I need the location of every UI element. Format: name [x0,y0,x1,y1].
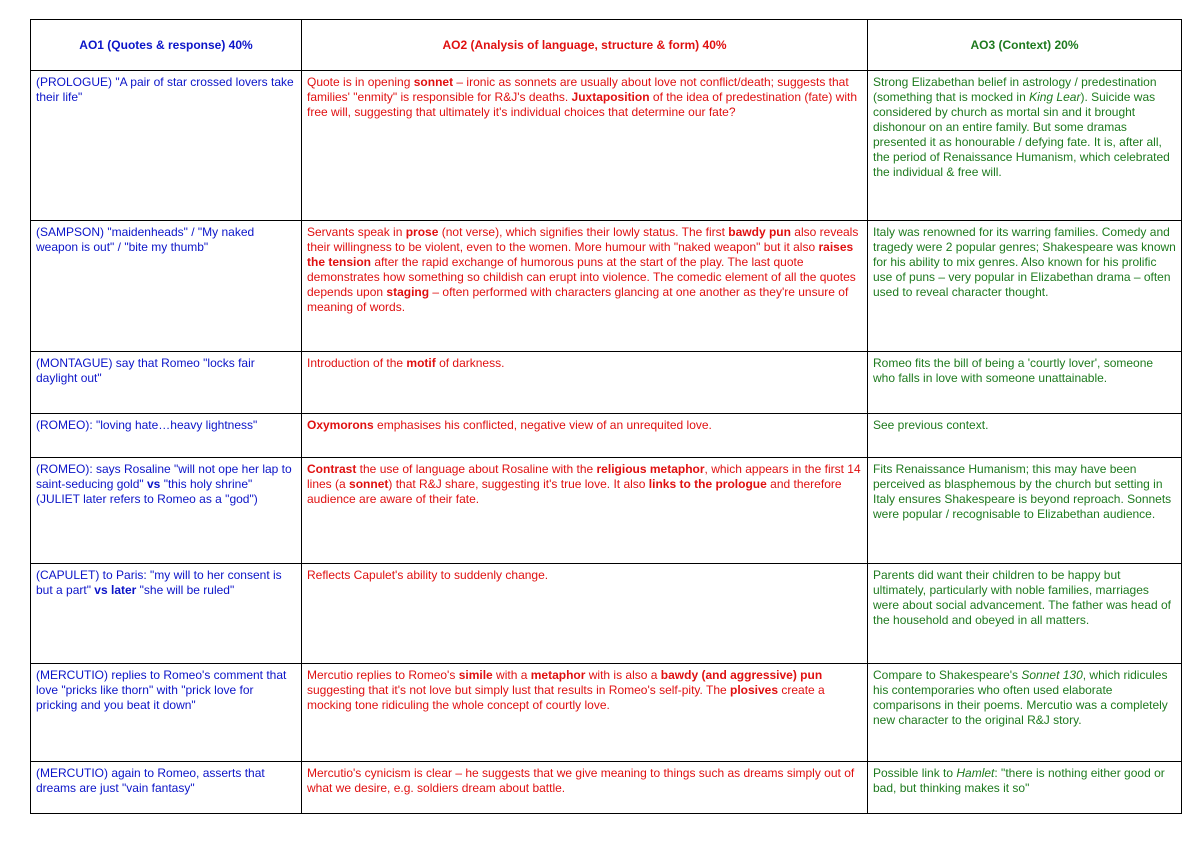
context-cell [868,352,1182,414]
key-term: Juxtaposition [571,90,650,104]
context-cell [868,458,1182,564]
table-row [31,414,1182,458]
key-term: links to the prologue [648,477,767,491]
cell-text: Reflects Capulet's ability to suddenly change. [307,568,549,582]
quote-cell [31,664,302,762]
header-ao1: AO1 (Quotes & response) 40% [31,20,302,71]
cell-text: suggesting that it's not love but simply lust that results in Romeo's self-pity. The [307,683,730,697]
table-row [31,762,1182,814]
cell-text: of darkness. [435,356,505,370]
cell-text: Possible link to [873,766,957,780]
cell-text: Compare to Shakespeare's [873,668,1022,682]
key-term: sonnet [349,477,389,491]
key-term: vs [147,477,161,491]
table-row [31,458,1182,564]
quote-cell [31,352,302,414]
cell-text: (ROMEO): "loving hate…heavy lightness" [36,418,258,432]
quote-cell [31,221,302,352]
context-cell [868,564,1182,664]
quote-cell [31,458,302,564]
cell-text: – often performed with characters glancing at one another as they're unsure of meaning of words. [307,285,849,314]
context-cell [868,664,1182,762]
header-ao2: AO2 (Analysis of language, structure & form) 40% [302,20,868,71]
analysis-cell [302,762,868,814]
cell-text: Mercutio's cynicism is clear – he suggests that we give meaning to things such as dreams simply out of what we desire, e.g. soldiers dream about battle. [307,766,855,795]
cell-text: with is also a [585,668,661,682]
cell-text: of the idea of predestination (fate) with free will, suggesting that ultimately it's individual choices that determine our fate? [307,90,858,119]
quote-cell [31,414,302,458]
cell-text: after the rapid exchange of humorous puns at the start of the play. The last quote demonstrates how something so childish can erupt into violence. The comedic element of all the quotes depends upon [307,255,856,299]
analysis-cell [302,458,868,564]
key-term: religious metaphor [596,462,705,476]
analysis-cell [302,414,868,458]
context-cell [868,71,1182,221]
context-cell [868,762,1182,814]
header-row [31,20,1182,71]
cell-text: create a mocking tone ridiculing the whole concept of courtly love. [307,683,825,712]
table-row [31,352,1182,414]
key-term: simile [458,668,493,682]
analysis-cell [302,664,868,762]
cell-text: (ROMEO): says Rosaline "will not ope her lap to saint-seducing gold" [36,462,292,491]
table-row [31,221,1182,352]
key-term: Contrast [307,462,357,476]
table-row [31,71,1182,221]
cell-text: , which appears in the first 14 lines (a [307,462,861,491]
key-term: sonnet [413,75,454,89]
header-ao3: AO3 (Context) 20% [868,20,1182,71]
cell-text: Introduction of the [307,356,407,370]
cell-text: Servants speak in [307,225,406,239]
key-term: motif [406,356,436,370]
cell-text: ). Suicide was considered by church as mortal sin and it brought dishonour on an entire family. But some dramas presented it as honourable / defying fate. It is, after all, the period of Renaissance Humanism, which celebrated the individual & free will. [873,90,1170,179]
cell-text: Quote is in opening [307,75,414,89]
table-row [31,564,1182,664]
cell-text: Parents did want their children to be happy but ultimately, particularly with noble families, marriages were about social advancement. The father was head of the household and obeyed in all matters. [873,568,1171,627]
title-text: Hamlet [956,766,995,780]
analysis-cell [302,221,868,352]
cell-text: "she will be ruled" [136,583,235,597]
key-term: plosives [730,683,779,697]
cell-text: and therefore audience are aware of their fate. [307,477,842,506]
cell-text: Italy was renowned for its warring families. Comedy and tragedy were 2 popular genres; Shakespeare was known for his ability to mix genres. Also known for his prolific use of puns – very popular in Elizabethan drama – often used to reveal character thought. [873,225,1176,299]
quote-cell [31,564,302,664]
cell-text: (MERCUTIO) again to Romeo, asserts that dreams are just "vain fantasy" [36,766,265,795]
cell-text: with a [492,668,531,682]
cell-text: (SAMPSON) "maidenheads" / "My naked weapon is out" / "bite my thumb" [36,225,255,254]
key-term: staging [386,285,430,299]
analysis-cell [302,564,868,664]
analysis-cell [302,71,868,221]
context-cell [868,221,1182,352]
cell-text: : "there is nothing either good or bad, but thinking makes it so" [873,766,1165,795]
key-term: Oxymorons [307,418,374,432]
cell-text: (MERCUTIO) replies to Romeo's comment that love "pricks like thorn" with "prick love for pricking and you beat it down" [36,668,287,712]
cell-text: Romeo fits the bill of being a 'courtly lover', someone who falls in love with someone unattainable. [873,356,1154,385]
quote-cell [31,71,302,221]
key-term: metaphor [530,668,586,682]
cell-text: – ironic as sonnets are usually about love not conflict/death; suggests that families' "enmity" is responsible for R&J's deaths. [307,75,849,104]
cell-text: See previous context. [873,418,989,432]
cell-text: ) that R&J share, suggesting it's true love. It also [388,477,649,491]
key-term: vs later [94,583,137,597]
analysis-cell [302,352,868,414]
table-row [31,664,1182,762]
cell-text: the use of language about Rosaline with the [356,462,597,476]
cell-text: Fits Renaissance Humanism; this may have been perceived as blasphemous by the church but setting in Italy ensures Shakespeare is beyond reproach. Sonnets were popular / recognisable to Elizabethan audience. [873,462,1172,521]
key-term: raises the tension [307,240,854,269]
analysis-table [30,19,1182,814]
key-term: bawdy (and aggressive) pun [660,668,823,682]
cell-text: "this holy shrine" (JULIET later refers to Romeo as a "god") [36,477,258,506]
cell-text: (MONTAGUE) say that Romeo "locks fair daylight out" [36,356,255,385]
key-term: prose [405,225,439,239]
cell-text: (CAPULET) to Paris: "my will to her consent is but a part" [36,568,282,597]
title-text: Sonnet 130 [1021,668,1083,682]
cell-text: , which ridicules his contemporaries who often used elaborate comparisons in their poems. Mercutio was a completely new character to the original R&J story. [873,668,1168,727]
cell-text: Mercutio replies to Romeo's [307,668,459,682]
key-term: bawdy pun [728,225,791,239]
context-cell [868,414,1182,458]
quote-cell [31,762,302,814]
cell-text: Strong Elizabethan belief in astrology / predestination (something that is mocked in [873,75,1157,104]
cell-text: (PROLOGUE) "A pair of star crossed lovers take their life" [36,75,294,104]
cell-text: (not verse), which signifies their lowly status. The first [438,225,729,239]
cell-text: emphasises his conflicted, negative view of an unrequited love. [373,418,712,432]
title-text: King Lear [1029,90,1081,104]
cell-text: also reveals their willingness to be violent, even to the women. More humour with "naked weapon" but it also [307,225,859,254]
